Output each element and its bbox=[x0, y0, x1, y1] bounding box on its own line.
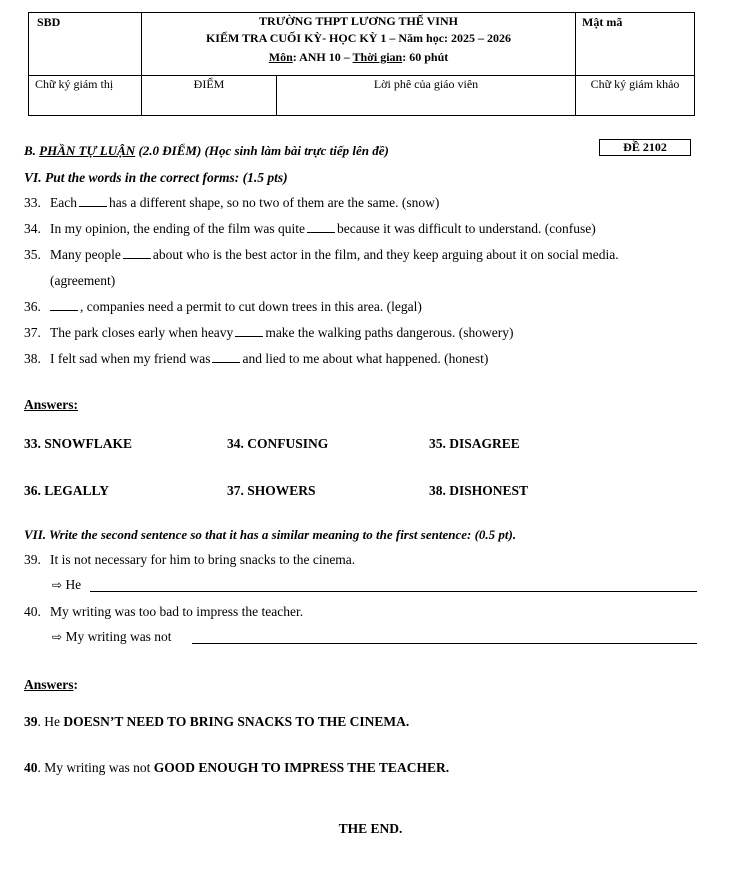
question-number: 35. bbox=[24, 247, 41, 262]
rewrite-start: My writing was not bbox=[65, 629, 172, 644]
subject-value: : ANH 10 – bbox=[292, 50, 353, 64]
answer-number: 39 bbox=[24, 714, 38, 729]
part6-answers-heading: Answers: bbox=[24, 397, 78, 412]
answer-plain: . He bbox=[37, 714, 64, 729]
question-text: make the walking paths dangerous. (showery) bbox=[265, 325, 514, 340]
answer-blank bbox=[307, 221, 335, 233]
answer-blank bbox=[79, 195, 107, 207]
question-text: In my opinion, the ending of the film was quite bbox=[50, 221, 305, 236]
question-number: 34. bbox=[24, 221, 41, 236]
answers-label: Answers bbox=[24, 677, 74, 692]
question-text: has a different shape, so no two of them are the same. (snow) bbox=[108, 195, 440, 210]
question-text: Many people bbox=[50, 247, 121, 262]
question-text: because it was difficult to understand. (confuse) bbox=[336, 221, 596, 236]
answer-33: 33. SNOWFLAKE bbox=[24, 436, 133, 451]
answer-bold: GOOD ENOUGH TO IMPRESS THE TEACHER. bbox=[153, 760, 450, 775]
answer-blank bbox=[235, 325, 263, 337]
question-number: 33. bbox=[24, 195, 41, 210]
score-label: ĐIỂM bbox=[142, 76, 277, 116]
answer-40 bbox=[24, 760, 449, 776]
sbd-label: SBD bbox=[29, 13, 142, 76]
answer-blank bbox=[50, 299, 78, 311]
section-name: PHẦN TỰ LUẬN bbox=[39, 143, 136, 158]
invigilator-signature-label: Chữ ký giám thị bbox=[29, 76, 142, 116]
question-37 bbox=[24, 325, 514, 341]
arrow-icon: ⇨ bbox=[52, 578, 63, 592]
answer-36: 36. LEGALLY bbox=[24, 483, 110, 498]
answer-line-39 bbox=[90, 591, 697, 592]
question-number: 38. bbox=[24, 351, 41, 366]
question-text: The park closes early when heavy bbox=[50, 325, 234, 340]
question-35-continued: (agreement) bbox=[50, 273, 116, 288]
answer-blank bbox=[212, 351, 240, 363]
question-34 bbox=[24, 221, 596, 237]
answer-blank bbox=[123, 247, 151, 259]
part7-answers-heading bbox=[24, 677, 78, 693]
question-40 bbox=[24, 604, 303, 620]
question-39 bbox=[24, 552, 355, 568]
question-36 bbox=[24, 299, 422, 315]
question-38 bbox=[24, 351, 488, 367]
question-number: 39. bbox=[24, 552, 41, 567]
section-title bbox=[24, 143, 389, 159]
section-suffix: (2.0 ĐIỂM) (Học sinh làm bài trực tiếp lên đề) bbox=[135, 143, 389, 158]
exam-title: KIỂM TRA CUỐI KỲ- HỌC KỲ 1 – Năm học: 2025 – 2026 bbox=[205, 31, 512, 45]
subject-line bbox=[142, 49, 575, 66]
school-header bbox=[142, 13, 576, 76]
part6-title: VI. Put the words in the correct forms: (1.5 pts) bbox=[24, 170, 288, 185]
answer-line-40 bbox=[192, 643, 697, 644]
part7-title: VII. Write the second sentence so that it has a similar meaning to the first sentence: (0.5 pt). bbox=[24, 527, 517, 542]
question-text: about who is the best actor in the film, and they keep arguing about it on social media. bbox=[152, 247, 619, 262]
time-label: Thời gian bbox=[352, 50, 403, 64]
question-text: It is not necessary for him to bring snacks to the cinema. bbox=[50, 552, 356, 567]
answer-38: 38. DISHONEST bbox=[429, 483, 529, 498]
subject-label: Môn bbox=[268, 50, 293, 64]
section-prefix: B. bbox=[24, 143, 40, 158]
examiner-signature-label: Chữ ký giám khảo bbox=[576, 76, 695, 116]
question-text: My writing was too bad to impress the teacher. bbox=[50, 604, 304, 619]
question-40-rewrite bbox=[52, 629, 172, 645]
answers-colon: : bbox=[73, 677, 78, 692]
question-text: and lied to me about what happened. (honest) bbox=[242, 351, 489, 366]
exam-code-box: ĐỀ 2102 bbox=[599, 139, 691, 156]
answer-39 bbox=[24, 714, 409, 730]
answer-35: 35. DISAGREE bbox=[429, 436, 520, 451]
question-number: 40. bbox=[24, 604, 41, 619]
question-number: 36. bbox=[24, 299, 41, 314]
arrow-icon: ⇨ bbox=[52, 630, 63, 644]
answer-plain: . My writing was not bbox=[37, 760, 154, 775]
answer-bold: DOESN’T NEED TO BRING SNACKS TO THE CINEMA. bbox=[63, 714, 410, 729]
time-value: : 60 phút bbox=[402, 50, 449, 64]
question-text: I felt sad when my friend was bbox=[50, 351, 211, 366]
question-35 bbox=[24, 247, 619, 263]
answer-number: 40 bbox=[24, 760, 38, 775]
secret-code-label: Mật mã bbox=[576, 13, 695, 76]
the-end: THE END. bbox=[338, 821, 403, 836]
question-39-rewrite bbox=[52, 577, 81, 593]
teacher-comment-label: Lời phê của giáo viên bbox=[277, 76, 576, 116]
answer-37: 37. SHOWERS bbox=[227, 483, 316, 498]
school-name: TRƯỜNG THPT LƯƠNG THẾ VINH bbox=[259, 14, 458, 28]
question-text: , companies need a permit to cut down trees in this area. (legal) bbox=[80, 299, 422, 314]
question-number: 37. bbox=[24, 325, 41, 340]
question-33 bbox=[24, 195, 439, 211]
question-text: Each bbox=[50, 195, 77, 210]
header-table bbox=[28, 12, 695, 116]
rewrite-start: He bbox=[65, 577, 82, 592]
answer-34: 34. CONFUSING bbox=[227, 436, 329, 451]
